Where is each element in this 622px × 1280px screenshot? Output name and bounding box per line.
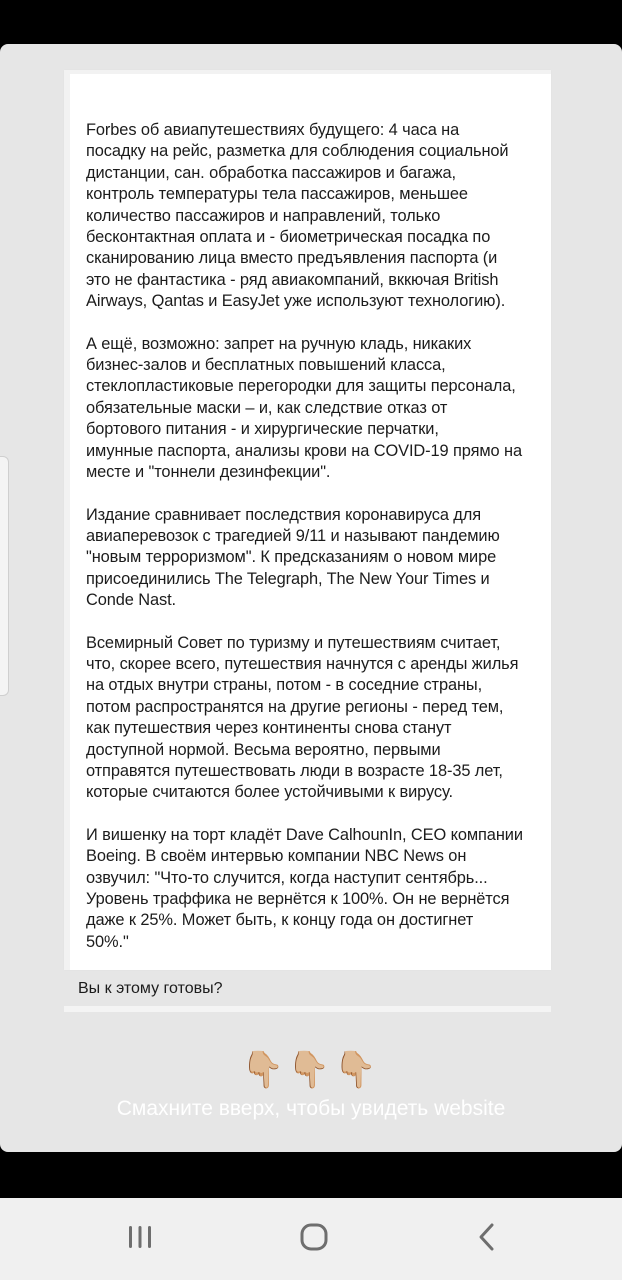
recents-icon bbox=[125, 1222, 155, 1252]
post-screenshot-edge bbox=[64, 1006, 551, 1012]
paragraph-restrictions: А ещё, возможно: запрет на ручную кладь, никаких бизнес-залов и бесплатных повышений класса, стеклопластиковые перегородки для защиты персонала, обязательные маски – и, как следствие отказ от бортового питания - и хирургические перчатки, имунные паспорта, анализы крови на COVID-19 прямо на месте и "тоннели дезинфекции". bbox=[86, 334, 522, 482]
paragraph-boeing: И вишенку на торт кладёт Dave CalhounIn, CEO компании Boeing. В своём интервью компании NBC News он озвучил: "Что-то случится, когда наступит сентябрь... Уровень траффика не вернётся к 100%. Он не вернётся даже к 25%. Может быть, к концу года он достигнет 50%." bbox=[86, 825, 523, 951]
back-icon bbox=[473, 1222, 503, 1252]
home-icon bbox=[298, 1221, 330, 1253]
system-navigation-bar bbox=[0, 1198, 622, 1280]
post-text bbox=[86, 120, 556, 974]
closing-question: Вы к этому готовы? bbox=[78, 980, 223, 997]
back-button[interactable] bbox=[458, 1212, 518, 1262]
edge-panel-handle[interactable] bbox=[0, 456, 9, 696]
swipe-up-hint[interactable] bbox=[0, 1050, 622, 1122]
paragraph-wttc: Всемирный Совет по туризму и путешествиям считает, что, скорее всего, путешествия начнутся с аренды жилья на отдых внутри страны, потом - в соседние страны, потом распространятся на другие регионы - перед тем, как путешествия через континенты снова станут доступной нормой. Весьма вероятно, первыми отправятся путешествовать люди в возрасте 18-35 лет, которые считаются более устойчивыми к вирусу. bbox=[86, 633, 519, 802]
pointing-down-hands-icon: 👇🏼👇🏼👇🏼 bbox=[241, 1050, 381, 1090]
swipe-up-label[interactable]: Смахните вверх, чтобы увидеть website bbox=[116, 1097, 506, 1120]
paragraph-forbes: Forbes об авиапутешествиях будущего: 4 часа на посадку на рейс, разметка для соблюдения социальной дистанции, сан. обработка пассажиров и багажа, контроль температуры тела пассажиров, меньшее количество пассажиров и направлений, только бесконтактная оплата и - биометрическая посадка по сканированию лица вместо предъявления паспорта (и это не фантастика - ряд авиакомпаний, вккючая British Airways, Qantas и EasyJet уже используют технологию). bbox=[86, 121, 509, 311]
home-button[interactable] bbox=[284, 1212, 344, 1262]
paragraph-comparison: Издание сравнивает последствия коронавируса для авиаперевозок с трагедией 9/11 и называют пандемию "новым терроризмом". К предсказаниям о новом мире присоединились The Telegraph, The New Your Times и Conde Nast. bbox=[86, 505, 500, 610]
recents-button[interactable] bbox=[110, 1212, 170, 1262]
